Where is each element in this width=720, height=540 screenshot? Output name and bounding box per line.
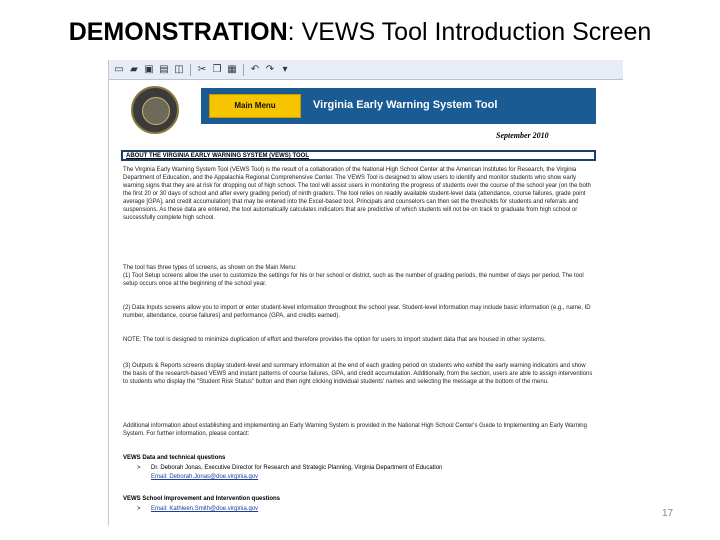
toolbar [109, 60, 623, 80]
toolbar-separator [190, 64, 191, 76]
new-file-icon[interactable]: ▭ [114, 63, 124, 75]
cut-icon[interactable]: ✂ [197, 63, 207, 75]
note-text: NOTE: The tool is designed to minimize duplication of effort and therefore provides the option for users to import student data that are housed in other systems. [123, 337, 546, 343]
additional-info: Additional information about establishing and implementing an Early Warning System is provided in the National High School Center's Guide to Implementing an Early Warning System. For further information, please contact: [123, 423, 587, 437]
print-preview-icon[interactable]: ◫ [174, 63, 184, 75]
contact-1-email[interactable] [137, 473, 577, 481]
page-number: 17 [662, 508, 674, 519]
dropdown-icon[interactable]: ▾ [282, 63, 288, 75]
slide-title-bold: DEMONSTRATION [68, 18, 288, 46]
contact-1-name-text: Dr. Deborah Jonas, Executive Director for Research and Strategic Planning, Virginia Department of Education [151, 465, 443, 471]
redo-icon[interactable]: ↷ [265, 63, 275, 75]
slide-title [0, 18, 720, 47]
copy-icon[interactable]: ❐ [212, 63, 222, 75]
contact-2-title: VEWS School Improvement and Intervention questions [123, 496, 281, 502]
release-date: September 2010 [496, 131, 549, 140]
app-title: Virginia Early Warning System Tool [313, 99, 498, 111]
contact-1-title: VEWS Data and technical questions [123, 455, 226, 461]
screenshot-window [108, 60, 623, 526]
contact-2-email[interactable] [137, 505, 577, 513]
intro-paragraph: The Virginia Early Warning System Tool (VEWS Tool) is the result of a collaboration of the National High School Center at the American Institutes for Research, the Virginia Department of Education, and the Appalachia Regional Comprehensive Center. The VEWS Tool is designed to allow users to identify and monitor students who show early warning signs that they are at risk for dropping out of high school. The tool will assist users in monitoring the progress of students over the course of the school year (on the both the first 20 or 30 days of school and after every grading period) of ninth graders. The tool relies on readily available student-level data (attendance, course failures, grade point average [GPA], and credit accumulation) that may be entered into the Excel-based tool. Principals and counselors can then set the thresholds for students and referrals and suspensions. As these data are entered, the tool automatically calculates indicators that are predictive of which students will not be on track to graduate from high school or successfully complete high school. [123, 167, 591, 221]
contact-1-email-link[interactable]: Email: Deborah.Jonas@doe.virginia.gov [151, 474, 259, 480]
data-inputs-description: (2) Data Inputs screens allow you to import or enter student-level information throughout the school year. Student-level information may include basic information (e.g., name, ID number, attendance, course failures) and performance (GPA, and credits earned). [123, 305, 591, 319]
tool-setup-description: (1) Tool Setup screens allow the user to customize the settings for his or her school or district, such as the number of grading periods, the number of days per period. The tool setup occurs once at the beginning of the school year. [123, 273, 584, 287]
save-icon[interactable]: ▣ [144, 63, 154, 75]
seal-center [142, 97, 170, 125]
header-banner [201, 88, 596, 124]
undo-icon[interactable]: ↶ [250, 63, 260, 75]
section-title: ABOUT THE VIRGINIA EARLY WARNING SYSTEM (VEWS) TOOL [121, 150, 596, 161]
open-folder-icon[interactable]: ▰ [130, 63, 138, 75]
toolbar-separator [243, 64, 244, 76]
main-menu-button[interactable]: Main Menu [209, 94, 301, 118]
contact-1-name [137, 464, 577, 472]
outputs-reports-description: (3) Outputs & Reports screens display student-level and summary information at the end of each grading period on students who exhibit the early warning indicators and show the basis of the research-based VEWS and instant patterns of course failures, GPA, and credit accumulation. Additionally, from the section, users are able to assign interventions to students who display the "Student Risk Status" button and then right clicking individual students' names and selecting the message at the bottom of the menu. [123, 363, 593, 385]
virginia-seal-logo [131, 86, 179, 134]
paste-icon[interactable]: ▦ [227, 63, 237, 75]
arrow-icon: > [137, 465, 141, 471]
print-icon[interactable]: ▤ [159, 63, 169, 75]
slide-title-rest: : VEWS Tool Introduction Screen [287, 18, 652, 46]
screens-intro: The tool has three types of screens, as shown on the Main Menu: [123, 265, 297, 271]
arrow-icon: > [137, 506, 141, 512]
contact-2-email-link[interactable]: Email: Kathleen.Smith@doe.virginia.gov [151, 506, 259, 512]
